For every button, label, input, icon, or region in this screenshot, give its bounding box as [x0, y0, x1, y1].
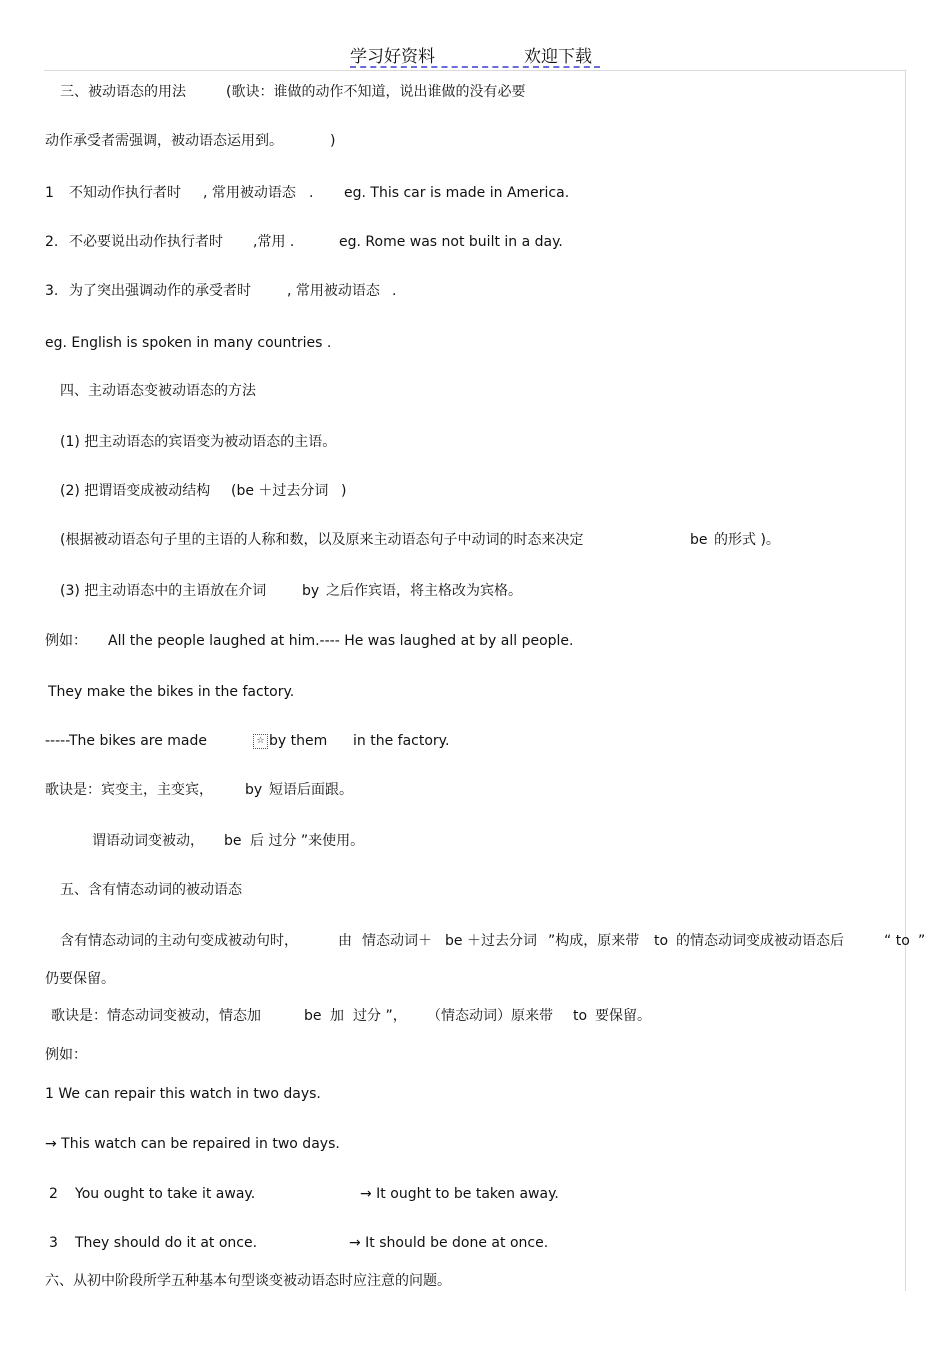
example-sentence: eg. This car is made in America. [344, 185, 570, 201]
note-text: (根据被动语态句子里的主语的人称和数，以及原来主动语态句子中动词的时态来决定 [60, 532, 584, 548]
rhyme-text: 短语后面跟。 [269, 782, 353, 798]
rhyme-text: 谓语动词变被动， [92, 833, 204, 849]
rhyme-text: by [245, 782, 263, 798]
paragraph-text: to [654, 933, 669, 949]
step-text: (2) 把谓语变成被动结构 [60, 483, 211, 499]
item-number: 2. [45, 234, 59, 250]
rhyme-text: be [304, 1008, 322, 1024]
section-3-rhyme: (歌诀：谁做的动作不知道，说出谁做的没有必要 [226, 84, 526, 100]
example-number: 2 [49, 1186, 58, 1202]
modal-example-1: 1 We can repair this watch in two days. [45, 1086, 321, 1102]
example-sentence: All the people laughed at him.---- He was laughed at by all people. [108, 633, 574, 649]
step-text: ) [341, 483, 347, 499]
item-text: 不必要说出动作执行者时 [69, 234, 223, 250]
paragraph-text: ” [918, 933, 926, 949]
item-text: 为了突出强调动作的承受者时 [69, 283, 251, 299]
paragraph-text: 由 [338, 933, 352, 949]
item-text: ,常用 . [253, 234, 295, 250]
paragraph-text: be ＋过去分词 [445, 933, 537, 949]
usage-example: eg. English is spoken in many countries . [45, 335, 332, 351]
example-sentence: by them [269, 733, 328, 749]
paragraph-text: 情态动词＋ [362, 933, 432, 949]
example-sentence: You ought to take it away. [75, 1186, 256, 1202]
modal-example-1-answer: → This watch can be repaired in two days. [45, 1136, 340, 1152]
rhyme-text: 要保留。 [595, 1008, 651, 1024]
rhyme-text: 歌诀是：宾变主，主变宾， [45, 782, 213, 798]
note-text: 的形式 )。 [714, 532, 780, 548]
example-sentence: in the factory. [353, 733, 450, 749]
example-number: 3 [49, 1235, 58, 1251]
header-underline [350, 66, 600, 68]
rhyme-text: 动作承受者需强调，被动语态运用到。 [45, 133, 283, 149]
section-3-title: 三、被动语态的用法 [60, 84, 186, 100]
rhyme-close-paren: ) [330, 133, 336, 149]
example-answer: → It should be done at once. [349, 1235, 549, 1251]
item-text: , 常用被动语态 [203, 185, 296, 201]
step-text: 之后作宾语，将主格改为宾格。 [326, 583, 522, 599]
rhyme-text: 歌诀是：情态动词变被动，情态加 [51, 1008, 261, 1024]
example-2: They make the bikes in the factory. [48, 684, 295, 700]
rhyme-text: be [224, 833, 242, 849]
rhyme-text: 加 [330, 1008, 344, 1024]
section-6-title: 六、从初中阶段所学五种基本句型谈变被动语态时应注意的问题。 [45, 1273, 451, 1289]
paragraph-text: “ to [884, 933, 910, 949]
step-text: (be ＋过去分词 [231, 483, 329, 499]
item-number: 3. [45, 283, 59, 299]
item-text: , 常用被动语态 [287, 283, 380, 299]
example-answer: → It ought to be taken away. [360, 1186, 559, 1202]
rhyme-text: 后 过分 ”来使用。 [250, 833, 365, 849]
header-right-text: 欢迎下载 [524, 47, 592, 67]
paragraph-text: 含有情态动词的主动句变成被动句时， [60, 933, 298, 949]
item-text: 不知动作执行者时 [69, 185, 181, 201]
rhyme-text: to [573, 1008, 588, 1024]
embedded-image-icon: ☆ [253, 734, 268, 749]
page-header [0, 42, 950, 66]
item-number: 1 [45, 185, 54, 201]
rhyme-text: 过分 ”， [353, 1008, 407, 1024]
step-text: (3) 把主动语态中的主语放在介词 [60, 583, 267, 599]
step-text: by [302, 583, 320, 599]
modal-paragraph-cont: 仍要保留。 [45, 971, 115, 987]
section-5-title: 五、含有情态动词的被动语态 [60, 882, 242, 898]
example-sentence: They should do it at once. [75, 1235, 258, 1251]
page-frame [44, 70, 906, 1291]
section-4-title: 四、主动语态变被动语态的方法 [60, 383, 256, 399]
modal-example-label: 例如： [45, 1047, 87, 1063]
example-sentence: -----The bikes are made [45, 733, 208, 749]
paragraph-text: 的情态动词变成被动语态后 [676, 933, 844, 949]
header-left-text: 学习好资料 [350, 47, 435, 67]
method-step-1: (1) 把主动语态的宾语变为被动语态的主语。 [60, 434, 337, 450]
item-text: . [309, 185, 314, 201]
example-sentence: eg. Rome was not built in a day. [339, 234, 563, 250]
note-text: be [690, 532, 708, 548]
paragraph-text: ”构成，原来带 [548, 933, 640, 949]
item-text: . [392, 283, 397, 299]
example-label: 例如： [45, 633, 87, 649]
rhyme-text: （情态动词）原来带 [427, 1008, 553, 1024]
